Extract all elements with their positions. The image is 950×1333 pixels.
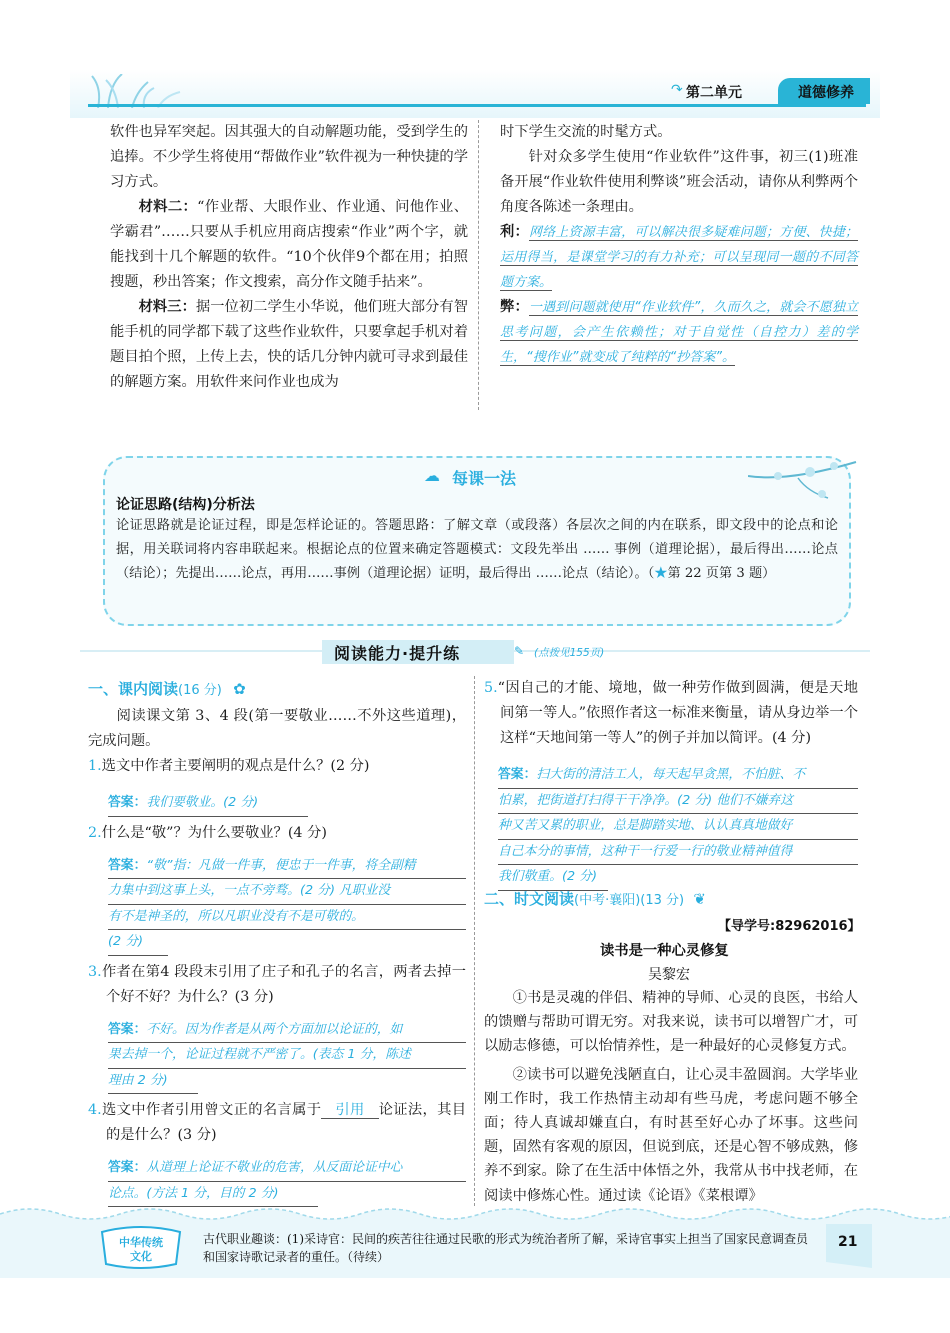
culture-logo <box>96 1226 186 1270</box>
top-left-column <box>110 120 468 395</box>
pencil-icon: ✎ <box>514 644 525 658</box>
material-two: 材料二：“作业帮、大眼作业、作业通、问他作业、学霸君”……只要从手机应用商店搜索“作业”两个字，就能找到十几个解题的软件。“10个伙伴9个都在用；拍照搜题，秒出答案；作文搜索，高分作文随手拈来”。 <box>110 199 468 290</box>
method-title: 每课一法 <box>452 469 517 488</box>
logo-line-2: 文化 <box>130 1250 152 1263</box>
part2-heading: 二、时文阅读(中考·襄阳)(13 分) ❦ <box>484 890 706 908</box>
header-rule <box>88 104 866 107</box>
cloud-icon: ☁ <box>424 466 440 485</box>
question-2: 2.什么是“敬”？为什么要敬业？(4 分) <box>88 824 327 841</box>
footer-note: 古代职业趣谈：(1)采诗官：民间的疾苦往往通过民歌的形式为统治者所了解，采诗官事实上担当了国家民意调查员和国家诗歌记录者的重任。（待续） <box>203 1232 809 1264</box>
column-divider <box>474 676 475 1206</box>
article-title: 读书是一种心灵修复 <box>600 943 729 959</box>
question-3: 3.作者在第4 段段末引用了庄子和孔子的名言，两者去掉一个好不好？为什么？(3 分) <box>88 963 466 1005</box>
material-three: 材料三：据一位初二学生小华说，他们班大部分有智能手机的同学都下载了这些作业软件，只要拿起手机对着题目拍个照，上传上去，快的话几分钟内就可寻求到最佳的解题方案。用软件来问作业也成为 <box>110 299 469 390</box>
header-topic: 道德修养 <box>798 85 854 101</box>
fill-blank: 引用 <box>321 1102 378 1119</box>
article-body <box>484 986 858 1208</box>
answer-5: 答案：扫大街的清洁工人，每天起早贪黑，不怕脏、不 怕累，把街道打扫得干干净净。(2 分) 他们不嫌弃这 种又苦又累的职业，总是脚踏实地、认认真真地做好 自己本分的事情，这种干一行爱一行的敬业精神值得 我们敬重。(2 分) <box>498 763 858 891</box>
star-icon: ★ <box>654 566 668 581</box>
con-answer: 弊：一遇到问题就使用“作业软件”，久而久之，就会不愿独立思考问题，会产生依赖性；对于自觉性（自控力）差的学生，“搜作业”就变成了纯粹的“抄答案”。 <box>500 299 858 365</box>
q5-column <box>484 676 858 891</box>
pro-answer: 利：网络上资源丰富，可以解决很多疑难问题；方便、快捷；运用得当，是课堂学习的有力补充；可以呈现同一题的不同答题方案。 <box>500 224 858 290</box>
part1-heading: 一、课内阅读(16 分) ✿ <box>88 680 246 698</box>
paragraph: 软件也异军突起。因其强大的自动解题功能，受到学生的追捧。不少学生将使用“帮做作业”软件视为一种快捷的学习方式。 <box>110 124 468 190</box>
method-body: 论证思路就是论证过程，即是怎样论证的。答题思路：了解文章（或段落）各层次之间的内在联系，即文段中的论点和论据，用关联词将内容串联起来。根据论点的位置来确定答题模式：文段先举出 …… 事例（道理论据），最后得出……论点（结论）；先提出……论点，再用……事例（道理论据）证明，最后得出 ……论点（结论）。（★第 22 页第 3 题） <box>116 518 838 581</box>
answer-1: 答案：我们要敬业。(2 分) <box>108 791 466 817</box>
answer-3: 答案：不好。因为作者是从两个方面加以论证的，如 果去掉一个，论证过程就不严密了。(表态 1 分，陈述 理由 2 分) <box>108 1018 466 1095</box>
leaf-icon: ❦ <box>693 890 706 908</box>
question-5: 5.“因自己的才能、境地，做一种劳作做到圆满，便是天地间第一等人。”依照作者这一标准来衡量，请从身边举一个这样“天地间第一等人”的例子并加以简评。(4 分) <box>484 680 858 746</box>
part1-column <box>88 704 466 1207</box>
chevron-right-icon: ↷ <box>671 82 683 98</box>
method-subtitle: 论证思路(结构)分析法 <box>116 497 255 513</box>
top-right-column <box>500 120 858 370</box>
page-number: 21 <box>838 1234 858 1250</box>
paragraph: 时下学生交流的时髦方式。 <box>500 124 672 140</box>
answer-2: 答案：“敬”指：凡做一件事，便忠于一件事，将全副精 力集中到这事上头，一点不旁骛。(2 分) 凡职业没 有不是神圣的，所以凡职业没有不是可敬的。 (2 分) <box>108 854 466 956</box>
question-1: 1.选文中作者主要阐明的观点是什么？(2 分) <box>88 758 370 774</box>
column-divider <box>478 120 479 410</box>
question-prompt: 针对众多学生使用“作业软件”这件事，初三(1)班准备开展“作业软件使用利弊谈”班会活动，请你从利弊两个角度各陈述一条理由。 <box>500 149 858 215</box>
section-hint: (点拨见155页) <box>534 647 605 659</box>
logo-line-1: 中华传统 <box>119 1236 163 1249</box>
flower-icon: ✿ <box>233 680 246 698</box>
article-author: 吴黎宏 <box>648 967 690 983</box>
article-paragraph-2: ②读书可以避免浅陋直白，让心灵丰盈圆润。大学毕业刚工作时，我工作热情主动却有些马虎，考虑问题不够全面；待人真诚却嫌直白，有时甚至好心办了坏事。这些问题，固然有客观的原因，但说到底，还是心智不够成熟，修养不到家。除了在生活中体悟之外，我常从书中找老师，在阅读中修炼心性。通过读《论语》《菜根谭》 <box>484 1066 858 1204</box>
answer-4: 答案：从道理上论证不敬业的危害，从反面论证中心 论点。(方法 1 分，目的 2 分) <box>108 1156 466 1207</box>
part1-intro: 阅读课文第 3、4 段(第一要敬业……不外这些道理)，完成问题。 <box>88 708 466 749</box>
section-title: 阅读能力·提升练 <box>334 644 461 663</box>
blossom-branch-icon <box>748 452 858 502</box>
header-unit: 第二单元 <box>686 85 742 101</box>
reed-decoration-icon <box>88 74 248 108</box>
question-4: 4.选文中作者引用曾文正的名言属于 引用 论证法，其目的是什么？(3 分) <box>88 1102 467 1143</box>
article-paragraph-1: ①书是灵魂的伴侣、精神的导师、心灵的良医，书给人的馈赠与帮助可谓无穷。对我来说，读书可以增智广才，可以励志修德，可以怡情养性，是一种最好的心灵修复方式。 <box>484 990 858 1055</box>
guide-number: 【导学号:82962016】 <box>718 919 861 934</box>
